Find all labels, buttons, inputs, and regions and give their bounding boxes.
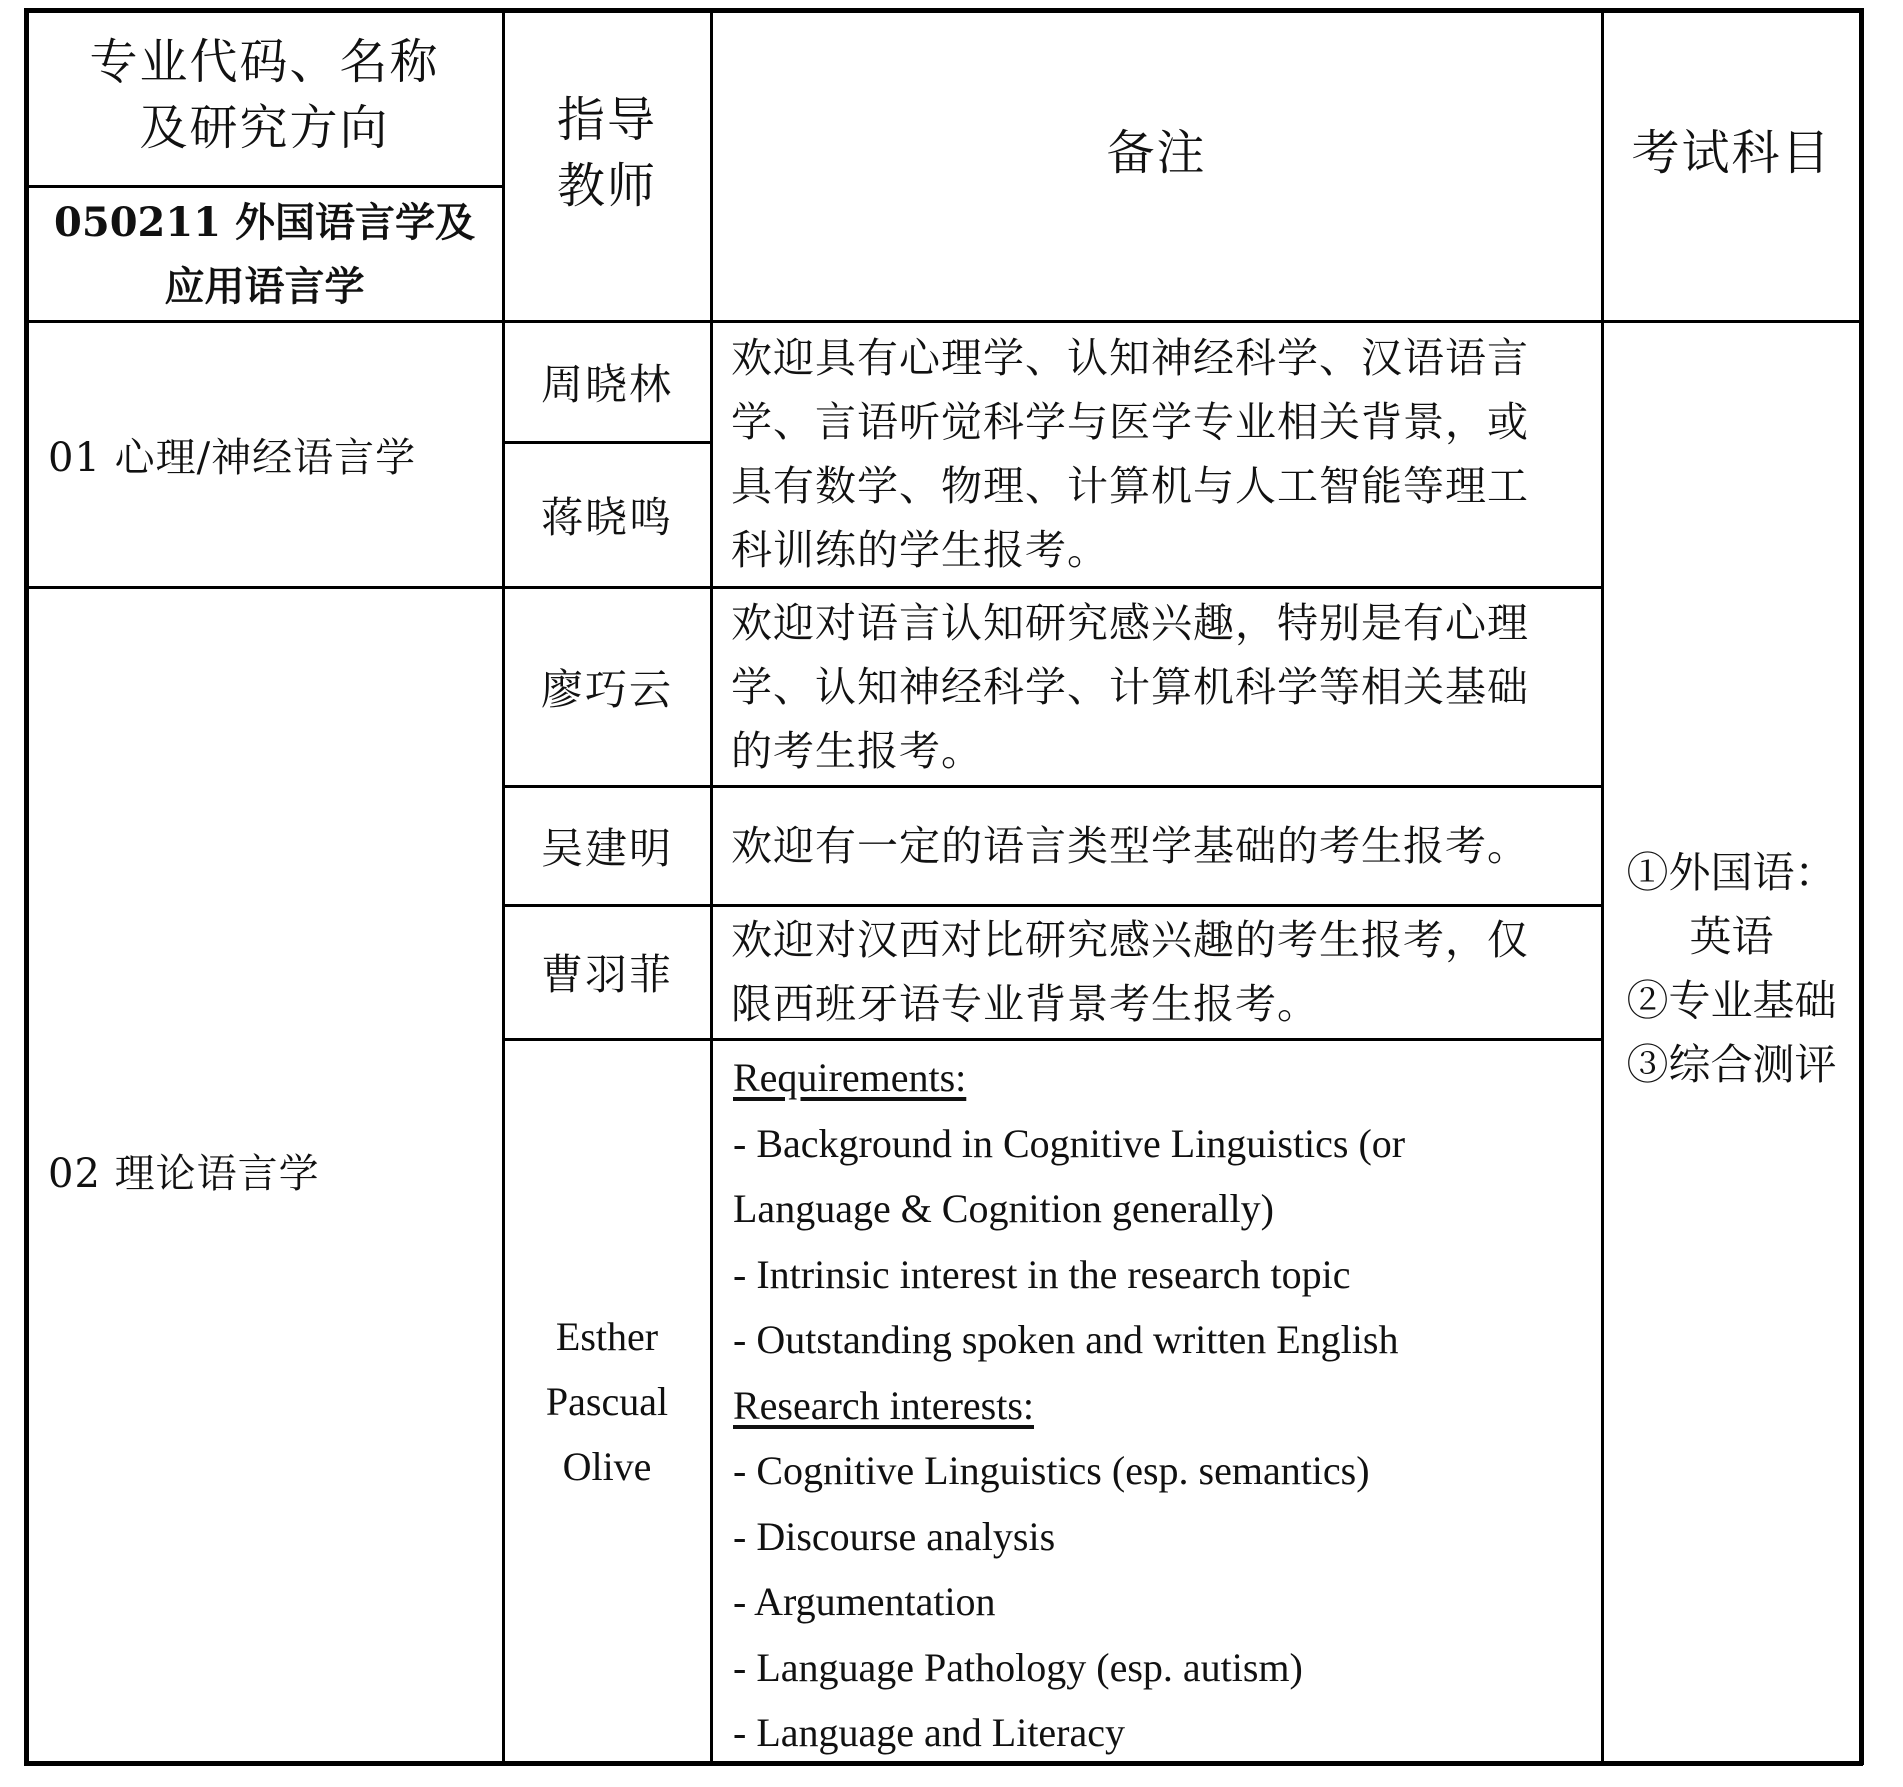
major-title-line: 及研究方向 [139, 99, 390, 156]
row-divider [26, 320, 1861, 323]
exam-subject: ①外国语： [1626, 848, 1837, 897]
tutor-cell [503, 1039, 711, 1763]
major-code-line: 应用语言学 [164, 263, 365, 310]
note-cell [711, 587, 1602, 786]
table-border-right [1859, 8, 1864, 1765]
exam-subject: ③综合测评 [1626, 1040, 1837, 1089]
note-cell [711, 905, 1602, 1039]
note-line: - Outstanding spoken and written English [733, 1317, 1399, 1362]
note-line: 欢迎对语言认知研究感兴趣，特别是有心理 [731, 598, 1529, 647]
exam-subject: ②专业基础 [1626, 976, 1837, 1025]
note-line: 欢迎对汉西对比研究感兴趣的考生报考，仅 [731, 916, 1529, 964]
row-divider [26, 586, 1602, 589]
note-line: 欢迎有一定的语言类型学基础的考生报考。 [731, 821, 1529, 870]
tutor-header-line: 指导 [556, 91, 657, 148]
note-line: - Language Pathology (esp. autism) [733, 1644, 1303, 1690]
row-divider [26, 185, 503, 188]
tutor-header-cell [503, 10, 711, 321]
note-cell [711, 786, 1602, 905]
tutor-name: 周晓林 [540, 359, 673, 409]
row-divider [503, 1038, 1602, 1041]
tutor-name: 蒋晓鸣 [540, 492, 673, 542]
exam-subjects-cell [1602, 321, 1861, 1763]
major-title-line: 专业代码、名称 [89, 33, 440, 90]
note-cell [711, 1039, 1602, 1763]
major-code-cell [26, 189, 503, 321]
note-line: - Argumentation [733, 1579, 996, 1624]
note-line: 具有数学、物理、计算机与人工智能等理工 [731, 462, 1529, 510]
direction-01-cell [26, 321, 503, 587]
note-line: 的考生报考。 [731, 726, 983, 775]
tutor-name: 廖巧云 [540, 664, 673, 714]
tutor-name-line: Esther [555, 1313, 659, 1359]
note-line: 科训练的学生报考。 [731, 526, 1109, 574]
tutor-cell [503, 786, 711, 905]
note-line: 欢迎具有心理学、认知神经科学、汉语语言 [731, 334, 1529, 382]
direction-02-cell [26, 587, 503, 1763]
table-border-bottom [24, 1761, 1863, 1766]
exam-subject: 英语 [1689, 912, 1774, 961]
column-divider [1601, 10, 1604, 1763]
major-code-line: 050211 外国语言学及 [54, 199, 475, 246]
row-divider [503, 441, 711, 444]
note-line: 限西班牙语专业背景考生报考。 [731, 980, 1319, 1028]
notes-header: 备注 [1106, 124, 1207, 181]
notes-header-cell [711, 10, 1602, 321]
note-line: 学、认知神经科学、计算机科学等相关基础 [731, 662, 1529, 711]
tutor-cell [503, 905, 711, 1039]
tutor-name: 吴建明 [540, 823, 673, 873]
tutor-header-line: 教师 [556, 157, 657, 214]
major-title-cell [26, 10, 503, 179]
exam-header-cell [1602, 10, 1861, 321]
note-heading: Requirements: [733, 1055, 967, 1100]
direction-label: 02 理论语言学 [48, 1150, 320, 1197]
row-divider [503, 904, 1602, 907]
tutor-name: 曹羽菲 [540, 950, 673, 999]
tutor-cell [503, 321, 711, 442]
note-line: - Cognitive Linguistics (esp. semantics) [733, 1448, 1370, 1493]
tutor-cell [503, 442, 711, 587]
tutor-name-line: Olive [562, 1443, 652, 1489]
exam-header: 考试科目 [1631, 124, 1832, 181]
tutor-cell [503, 587, 711, 786]
table-border-top [24, 8, 1863, 13]
note-line: - Background in Cognitive Linguistics (or [733, 1120, 1406, 1166]
note-line: 学、言语听觉科学与医学专业相关背景，或 [731, 398, 1529, 446]
note-line: Language & Cognition generally) [733, 1186, 1274, 1231]
note-line: - Discourse analysis [733, 1513, 1056, 1559]
note-cell [711, 321, 1602, 587]
row-divider [503, 785, 1602, 788]
note-line: - Language and Literacy [733, 1710, 1126, 1755]
tutor-name-line: Pascual [545, 1378, 669, 1424]
column-divider [502, 10, 505, 1763]
note-line: - Intrinsic interest in the research topic [733, 1251, 1351, 1297]
table-border-left [24, 8, 29, 1765]
note-heading: Research interests: [733, 1382, 1034, 1428]
direction-label: 01 心理/神经语言学 [48, 434, 417, 481]
column-divider [710, 10, 713, 1763]
